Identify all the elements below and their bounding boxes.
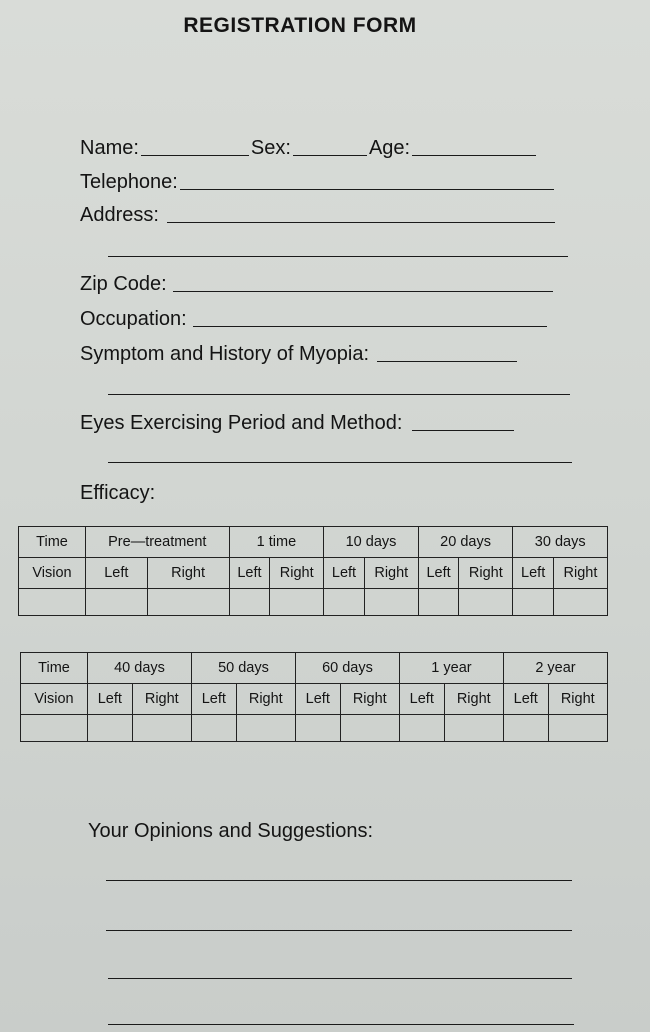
occupation-row: [80, 307, 549, 331]
value-cell[interactable]: [270, 589, 324, 616]
left-header: Left: [88, 684, 133, 715]
sex-label: Sex:: [250, 137, 291, 159]
time-row: [21, 653, 608, 684]
right-header: Right: [444, 684, 503, 715]
value-cell[interactable]: [444, 715, 503, 742]
vision-row: [21, 684, 608, 715]
value-row: [21, 715, 608, 742]
vision-row: [19, 558, 608, 589]
right-header: Right: [132, 684, 191, 715]
symptom-label: Symptom and History of Myopia:: [80, 343, 369, 365]
period-header: 60 days: [295, 653, 399, 684]
exercise-field[interactable]: [412, 416, 514, 431]
value-cell[interactable]: [236, 715, 295, 742]
telephone-row: [80, 170, 556, 194]
name-sex-age-row: [80, 136, 538, 160]
symptom-line-2[interactable]: [108, 394, 570, 395]
time-header: Time: [19, 527, 86, 558]
exercise-row: [80, 411, 516, 435]
left-header: Left: [418, 558, 459, 589]
right-header: Right: [364, 558, 418, 589]
efficacy-table-1: [18, 526, 608, 616]
left-header: Left: [295, 684, 340, 715]
value-cell[interactable]: [86, 589, 148, 616]
value-cell: [21, 715, 88, 742]
address-label: Address:: [80, 204, 159, 226]
efficacy-table-2: [20, 652, 608, 742]
exercise-label: Eyes Exercising Period and Method:: [80, 412, 403, 434]
right-header: Right: [340, 684, 399, 715]
left-header: Left: [513, 558, 554, 589]
opinions-line-2[interactable]: [106, 930, 572, 931]
symptom-field[interactable]: [377, 347, 517, 362]
period-header: 2 year: [503, 653, 607, 684]
value-cell[interactable]: [364, 589, 418, 616]
address-field[interactable]: [167, 208, 555, 223]
value-cell[interactable]: [191, 715, 236, 742]
left-header: Left: [229, 558, 270, 589]
time-row: [19, 527, 608, 558]
period-header: Pre—treatment: [86, 527, 230, 558]
right-header: Right: [236, 684, 295, 715]
telephone-field[interactable]: [180, 175, 554, 190]
efficacy-label: Efficacy:: [80, 482, 156, 504]
period-header: 1 time: [229, 527, 324, 558]
zip-code-field[interactable]: [173, 277, 553, 292]
zip-code-label: Zip Code:: [80, 273, 167, 295]
value-cell[interactable]: [548, 715, 607, 742]
address-line-2[interactable]: [108, 256, 568, 257]
address-row: [80, 203, 557, 227]
value-cell[interactable]: [324, 589, 365, 616]
value-cell[interactable]: [88, 715, 133, 742]
value-cell[interactable]: [459, 589, 513, 616]
right-header: Right: [147, 558, 229, 589]
form-title: REGISTRATION FORM: [183, 14, 417, 37]
opinions-line-4[interactable]: [108, 1024, 574, 1025]
value-cell[interactable]: [132, 715, 191, 742]
period-header: 20 days: [418, 527, 513, 558]
value-cell[interactable]: [513, 589, 554, 616]
opinions-line-1[interactable]: [106, 880, 572, 881]
vision-header: Vision: [19, 558, 86, 589]
opinions-label: Your Opinions and Suggestions:: [88, 820, 374, 842]
right-header: Right: [553, 558, 607, 589]
left-header: Left: [399, 684, 444, 715]
name-field[interactable]: [141, 141, 249, 156]
opinions-line-3[interactable]: [108, 978, 572, 979]
time-header: Time: [21, 653, 88, 684]
right-header: Right: [459, 558, 513, 589]
zip-code-row: [80, 272, 555, 296]
age-label: Age:: [368, 137, 411, 159]
period-header: 30 days: [513, 527, 608, 558]
vision-header: Vision: [21, 684, 88, 715]
age-field[interactable]: [412, 141, 536, 156]
right-header: Right: [548, 684, 607, 715]
value-cell[interactable]: [147, 589, 229, 616]
occupation-label: Occupation:: [80, 308, 187, 330]
occupation-field[interactable]: [193, 312, 547, 327]
value-cell[interactable]: [553, 589, 607, 616]
value-cell: [19, 589, 86, 616]
value-cell[interactable]: [340, 715, 399, 742]
period-header: 10 days: [324, 527, 419, 558]
name-label: Name:: [80, 137, 139, 159]
right-header: Right: [270, 558, 324, 589]
sex-field[interactable]: [293, 141, 367, 156]
value-row: [19, 589, 608, 616]
value-cell[interactable]: [418, 589, 459, 616]
symptom-row: [80, 342, 519, 366]
left-header: Left: [324, 558, 365, 589]
period-header: 40 days: [88, 653, 192, 684]
left-header: Left: [191, 684, 236, 715]
value-cell[interactable]: [229, 589, 270, 616]
period-header: 50 days: [191, 653, 295, 684]
period-header: 1 year: [399, 653, 503, 684]
telephone-label: Telephone:: [80, 171, 178, 193]
left-header: Left: [86, 558, 148, 589]
value-cell[interactable]: [295, 715, 340, 742]
value-cell[interactable]: [503, 715, 548, 742]
exercise-line-2[interactable]: [108, 462, 572, 463]
left-header: Left: [503, 684, 548, 715]
value-cell[interactable]: [399, 715, 444, 742]
